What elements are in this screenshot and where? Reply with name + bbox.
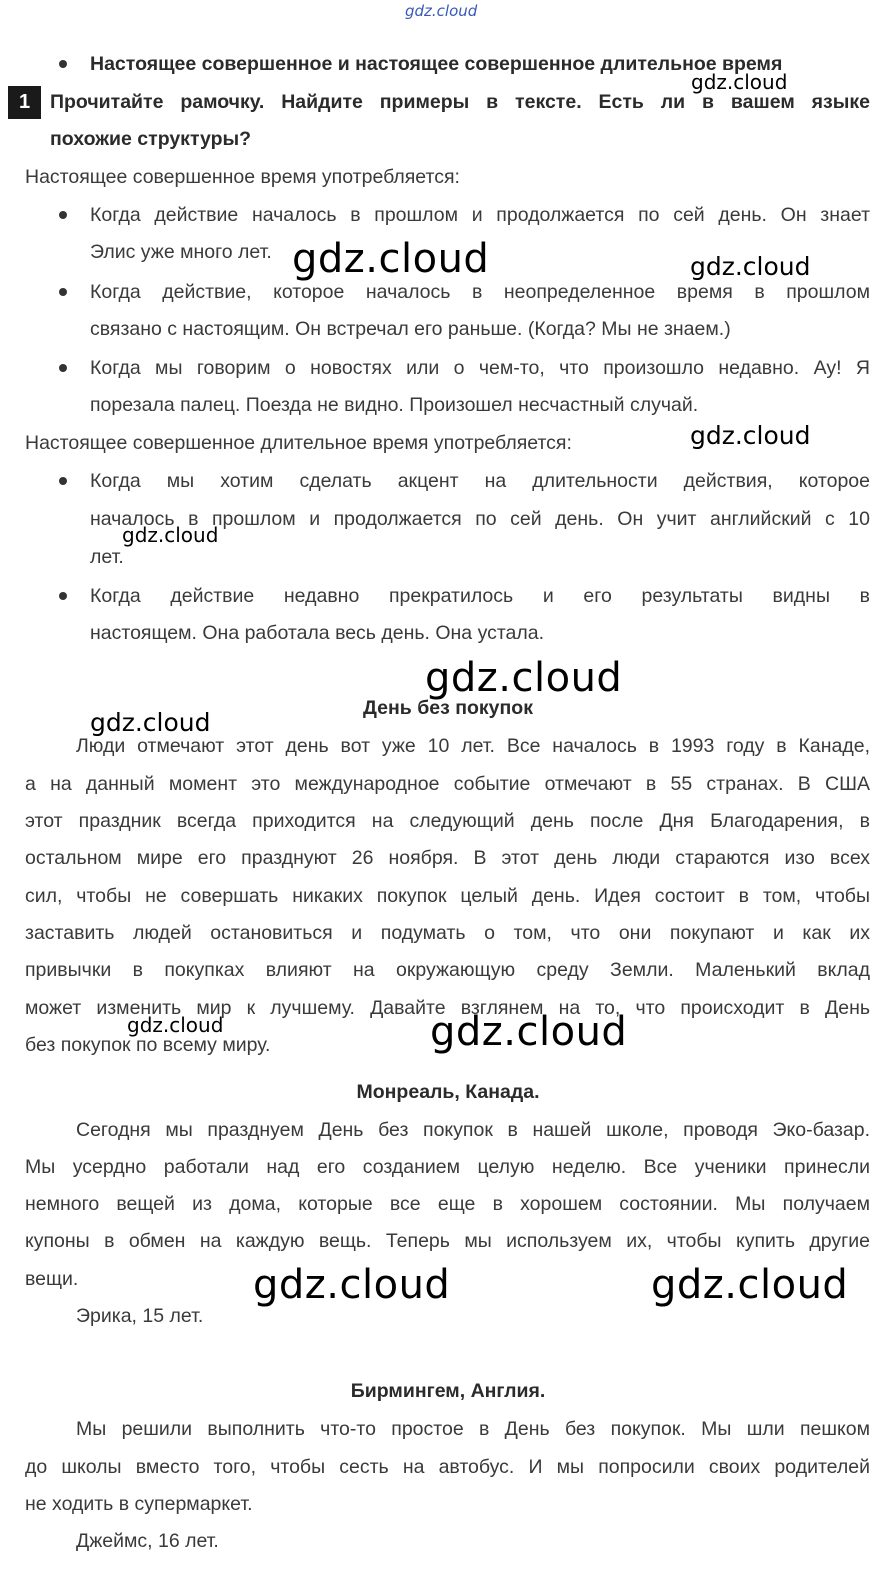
bullet-dot xyxy=(59,288,67,296)
watermark: gdz.cloud xyxy=(127,1013,224,1037)
perfect-bullet-2-line-2: связано с настоящим. Он встречал его раньше. (Когда? Мы не знаем.) xyxy=(90,318,731,340)
continuous-intro: Настоящее совершенное длительное время употребляется: xyxy=(25,432,572,454)
article-line: этот праздник всегда приходится на следующий день после Дня Благодарения, в xyxy=(25,810,870,832)
watermark-top: gdz.cloud xyxy=(405,2,478,20)
watermark: gdz.cloud xyxy=(292,236,490,282)
bullet-dot xyxy=(59,477,67,485)
perfect-intro: Настоящее совершенное время употребляется: xyxy=(25,166,460,188)
watermark: gdz.cloud xyxy=(425,655,623,701)
watermark: gdz.cloud xyxy=(691,70,788,94)
watermark: gdz.cloud xyxy=(651,1262,849,1308)
watermark: gdz.cloud xyxy=(253,1262,451,1308)
perfect-bullet-2-line-1: Когда действие, которое началось в неопределенное время в прошлом xyxy=(90,281,870,303)
grammar-title: Настоящее совершенное и настоящее совершенное длительное время xyxy=(90,53,783,75)
bullet-dot xyxy=(59,364,67,372)
article-line: Люди отмечают этот день вот уже 10 лет. Все началось в 1993 году в Канаде, xyxy=(76,735,870,757)
continuous-bullet-1-line-2: началось в прошлом и продолжается по сей день. Он учит английский с 10 xyxy=(90,508,870,530)
montreal-line: Мы усердно работали над его созданием целую неделю. Все ученики принесли xyxy=(25,1156,870,1178)
continuous-bullet-2-line-1: Когда действие недавно прекратилось и его результаты видны в xyxy=(90,585,870,607)
perfect-bullet-3-line-1: Когда мы говорим о новостях или о чем-то, что произошло недавно. Ау! Я xyxy=(90,357,870,379)
birmingham-line: Мы решили выполнить что-то простое в День без покупок. Мы шли пешком xyxy=(76,1418,870,1440)
montreal-title: Монреаль, Канада. xyxy=(356,1081,540,1103)
article-line: а на данный момент это международное событие отмечают в 55 странах. В США xyxy=(25,773,870,795)
watermark: gdz.cloud xyxy=(690,421,811,450)
task-instruction-line-1: Прочитайте рамочку. Найдите примеры в тексте. Есть ли в вашем языке xyxy=(50,91,870,113)
watermark: gdz.cloud xyxy=(690,252,811,281)
article-line: заставить людей остановиться и подумать о том, что они покупают и как их xyxy=(25,922,870,944)
watermark: gdz.cloud xyxy=(90,708,211,737)
task-number-badge: 1 xyxy=(8,86,41,119)
perfect-bullet-1-line-2: Элис уже много лет. xyxy=(90,241,272,263)
article-line: остальном мире его празднуют 26 ноября. В этот день люди стараются изо всех xyxy=(25,847,870,869)
bullet-dot xyxy=(59,211,67,219)
bullet-dot xyxy=(59,592,67,600)
montreal-line: немного вещей из дома, которые все еще в хорошем состоянии. Мы получаем xyxy=(25,1193,870,1215)
montreal-line: Сегодня мы празднуем День без покупок в нашей школе, проводя Эко-базар. xyxy=(76,1119,870,1141)
continuous-bullet-2-line-2: настоящем. Она работала весь день. Она устала. xyxy=(90,622,545,644)
birmingham-line: до школы вместо того, чтобы сесть на автобус. И мы попросили своих родителей xyxy=(25,1456,870,1478)
birmingham-title: Бирмингем, Англия. xyxy=(350,1380,546,1402)
article-line: без покупок по всему миру. xyxy=(25,1034,271,1056)
watermark: gdz.cloud xyxy=(430,1009,628,1055)
article-line: привычки в покупках влияют на окружающую среду Земли. Маленький вклад xyxy=(25,959,870,981)
perfect-bullet-3-line-2: порезала палец. Поезда не видно. Произошел несчастный случай. xyxy=(90,394,699,416)
continuous-bullet-1-line-3: лет. xyxy=(90,546,124,568)
watermark: gdz.cloud xyxy=(122,523,219,547)
article-title: День без покупок xyxy=(363,697,533,719)
perfect-bullet-1-line-1: Когда действие началось в прошлом и продолжается по сей день. Он знает xyxy=(90,204,870,226)
montreal-signature: Эрика, 15 лет. xyxy=(76,1305,204,1327)
birmingham-line: не ходить в супермаркет. xyxy=(25,1493,253,1515)
montreal-line: вещи. xyxy=(25,1268,79,1290)
article-line: сил, чтобы не совершать никаких покупок целый день. Идея состоит в том, чтобы xyxy=(25,885,870,907)
birmingham-signature: Джеймс, 16 лет. xyxy=(76,1530,219,1552)
montreal-line: купоны в обмен на каждую вещь. Теперь мы используем их, чтобы купить другие xyxy=(25,1230,870,1252)
bullet-dot xyxy=(59,60,67,68)
continuous-bullet-1-line-1: Когда мы хотим сделать акцент на длительности действия, которое xyxy=(90,470,870,492)
task-instruction-line-2: похожие структуры? xyxy=(50,128,252,150)
article-line: может изменить мир к лучшему. Давайте взглянем на то, что происходит в День xyxy=(25,997,870,1019)
